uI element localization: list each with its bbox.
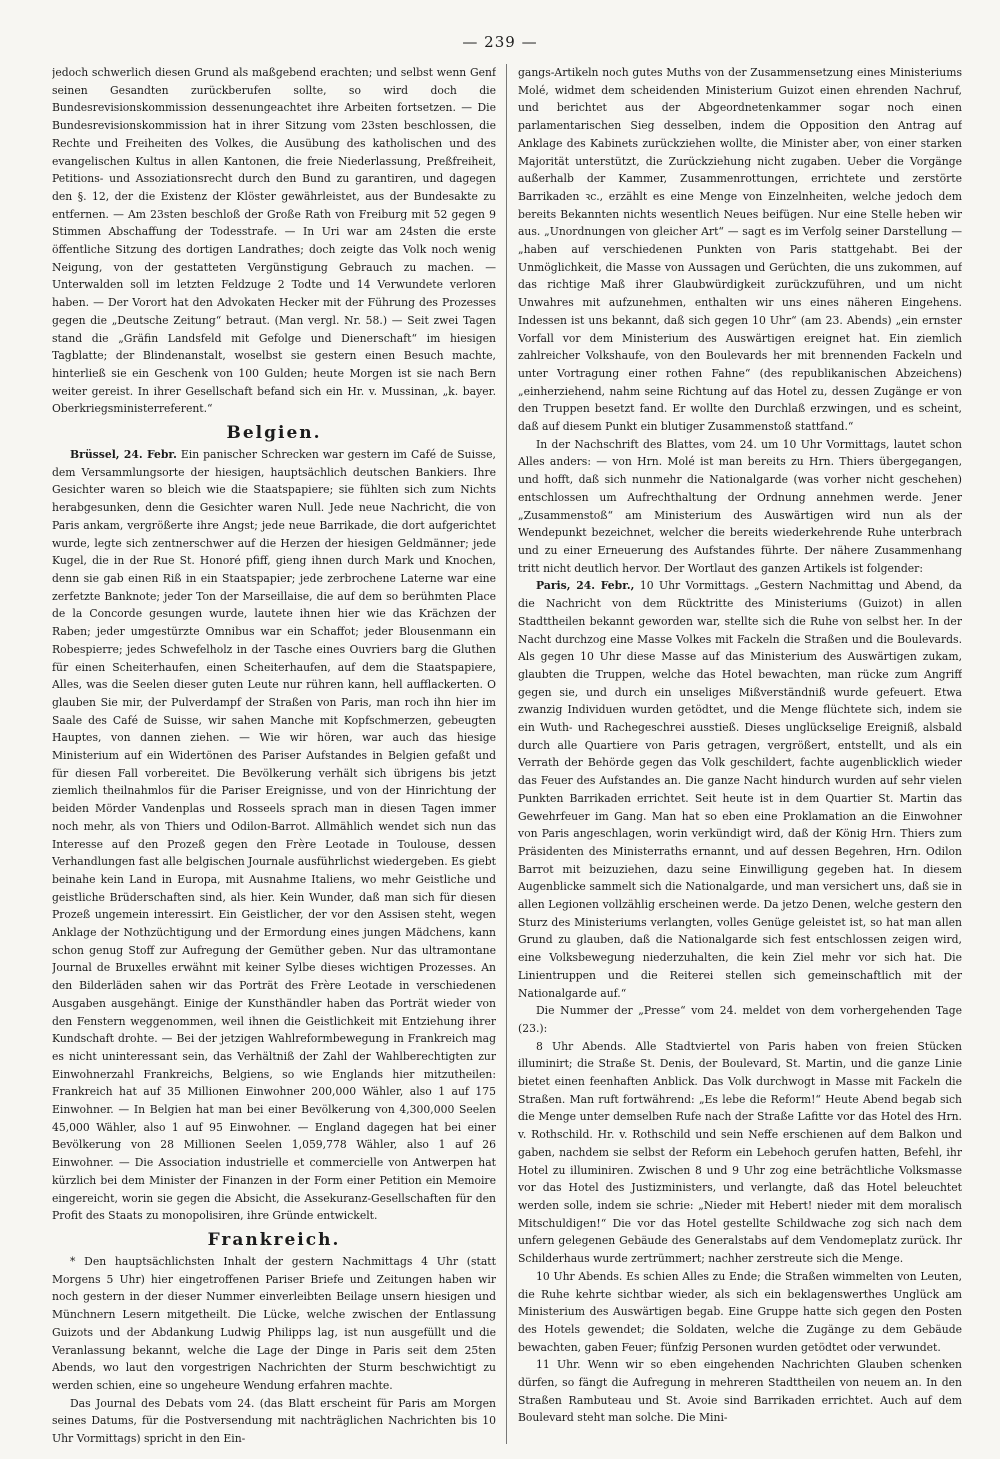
section-heading-belgien: Belgien. (226, 423, 322, 444)
right-paragraph-2: In der Nachschrift des Blattes, vom 24. um 10 Uhr Vormittags, lautet schon Alles anders: — von Hrn. Molé ist man bereits zu Hrn. Thiers übergegangen, und hofft, daß sich nunmehr die Nationalgarde (was vorher nicht geschehen) entschlossen um Aufrechthaltung der Ordnung annehmen werde. Jener „Zusammenstoß“ am Ministerium des Auswärtigen wird nun als der Wendepunkt bezeichnet, welcher die bereits wiederkehrende Ruhe unterbrach und zu einer Erneuerung des Aufstandes führte. Der nähere Zusammenhang tritt nicht deutlich hervor. Der Wortlaut des ganzen Artikels ist folgender: (518, 437, 962, 575)
right-paragraph-3 (518, 577, 962, 1002)
left-paragraph-1: jedoch schwerlich diesen Grund als maßgebend erachten; und selbst wenn Genf seinen Gesandten zurückberufen sollte, so wird doch die Bundesrevisionskommission dessenungeachtet ihre Arbeiten fortsetzen. — Die Bundesrevisionskommission hat in ihrer Sitzung vom 23sten beschlossen, die Rechte und Freiheiten des Volkes, die Ausübung des katholischen und des evangelischen Kultus in allen Kantonen, die freie Niederlassung, Preßfreiheit, Petitions- und Assoziationsrecht durch den Bund zu garantiren, und dagegen den §. 12, der die Existenz der Klöster gewährleistet, aus der Bundesakte zu entfernen. — Am 23sten beschloß der Große Rath von Freiburg mit 52 gegen 9 Stimmen Abschaffung der Todesstrafe. — In Uri war am 24sten die erste öffentliche Sitzung des dortigen Landrathes; doch zeigte das Volk noch wenig Neigung, von der gestatteten Vergünstigung Gebrauch zu machen. — Unterwalden soll im letzten Feldzuge 2 Todte und 14 Verwundete verloren haben. — Der Vorort hat den Advokaten Hecker mit der Führung des Prozesses gegen die „Deutsche Zeitung“ betraut. (Man vergl. Nr. 58.) — Seit zwei Tagen stand die „Gräfin Landsfeld mit Gefolge und Dienerschaft“ im hiesigen Tagblatte; der Blindenanstalt, woselbst sie gestern einen Besuch machte, hinterließ sie ein Geschenk von 100 Gulden; heute Morgen ist sie nach Bern weiter gereist. In ihrer Gesellschaft befand sich ein Hr. v. Mussinan, „k. bayer. Oberkriegsministerreferent.“ (52, 66, 496, 416)
right-paragraph-6: 10 Uhr Abends. Es schien Alles zu Ende; die Straßen wimmelten von Leuten, die Ruhe kehrte sichtbar wieder, als sich ein beklagenswerthes Unglück am Ministerium des Auswärtigen begab. Eine Gruppe hatte sich gegen den Posten des Hotels gewendet; die Soldaten, welche die Zugänge zu dem Gebäude bewachten, gaben Feuer; fünfzig Personen wurden getödtet oder verwundet. (518, 1269, 962, 1354)
bruessel-report-text: Ein panischer Schrecken war gestern im Café de Suisse, dem Versammlungsorte der hiesigen, hauptsächlich deutschen Bankiers. Ihre Gesichter waren so bleich wie die Staatspapiere; sie fühlten sich zum Nichts herabgesunken, denn die Gesichter waren Null. Jede neue Nachricht, die von Paris ankam, vergrößerte ihre Angst; jede neue Barrikade, die dort aufgerichtet wurde, legte sich zentnerschwer auf die Herzen der hiesigen Geldmänner; jede Kugel, die in der Rue St. Honoré pfiff, gieng ihnen durch Mark und Knochen, denn sie gab einen Riß in ein Staatspapier; jede zerbrochene Laterne war eine zerfetzte Banknote; jeder Ton der Marseillaise, die auf dem so berühmten Place de la Concorde gesungen wurde, lautete ihnen hier wie das Krächzen der Raben; jeder umgestürzte Omnibus war ein Schaffot; jeder Blousenmann ein Robespierre; jedes Schwefelholz in der Tasche eines Ouvriers barg die Gluthen für einen Scheiterhaufen, einen Scheiterhaufen, auf dem die Staatspapiere, Alles, was die Seelen dieser guten Leute nur rühren kann, hell aufflackerten. O glauben Sie mir, der Pulverdampf der Straßen von Paris, man roch ihn hier im Saale des Café de Suisse, wir sahen Manche mit Kopfschmerzen, gebeugten Hauptes, von dannen ziehen. — Wie wir hören, war auch das hiesige Ministerium auf ein Widertönen des Pariser Aufstandes in Belgien gefaßt und für diesen Fall vorbereitet. Die Bevölkerung verhält sich übrigens bis jetzt ziemlich theilnahmlos für die Pariser Ereignisse, und von der Hinrichtung der beiden Mörder Vandenplas und Rosseels sprach man in diesen Tagen immer noch mehr, als von Thiers und Odilon-Barrot. Allmählich wendet sich nun das Interesse auf den Prozeß gegen den Frère Leotade in Toulouse, dessen Verhandlungen fast alle belgischen Journale ausführlichst wiedergeben. Es giebt beinahe kein Land in Europa, mit Ausnahme Italiens, wo mehr Geistliche und geistliche Brüderschaften sind, als hier. Kein Wunder, daß man sich für diesen Prozeß ungemein interessirt. Ein Geistlicher, der vor den Assisen steht, wegen Anklage der Nothzüchtigung und der Ermordung eines jungen Mädchens, kann schon genug Stoff zur Aufregung der Gemüther geben. Nur das ultramontane Journal de Bruxelles erwähnt mit keiner Sylbe dieses wichtigen Prozesses. An den Bilderläden sahen wir das Porträt des Frère Leotade in verschiedenen Ausgaben ausgehängt. Einige der Kunsthändler haben das Porträt wieder von den Fenstern weggenommen, weil ihnen die Geistlichkeit mit Entziehung ihrer Kundschaft drohte. — Bei der jetzigen Wahlreformbewegung in Frankreich mag es nicht uninteressant sein, das Verhältniß der Zahl der Wahlberechtigten zur Einwohnerzahl Frankreichs, Belgiens, so wie Englands hier mitzutheilen: Frankreich hat auf 35 Millionen Einwohner 200,000 Wähler, also 1 auf 175 Einwohner. — In Belgien hat man bei einer Bevölkerung von 4,300,000 Seelen 45,000 Wähler, also 1 auf 95 Einwohner. — England dagegen hat bei einer Bevölkerung von 28 Millionen Seelen 1,059,778 Wähler, also 1 auf 26 Einwohner. — Die Association industrielle et commercielle von Antwerpen hat kürzlich bei dem Minister der Finanzen in der Form einer Petition ein Memoire eingereicht, worin sie gegen die Absicht, die Assekuranz-Gesellschaften für den Profit des Staats zu monopolisiren, ihre Gründe entwickelt. (52, 448, 496, 1223)
section-heading-frankreich: Frankreich. (207, 1230, 341, 1250)
left-paragraph-2 (52, 446, 496, 1225)
right-column (518, 64, 962, 1449)
right-paragraph-7: 11 Uhr. Wenn wir so eben eingehenden Nachrichten Glauben schenken dürfen, so fängt die Aufregung in mehreren Stadttheilen von neuem an. In den Straßen Rambuteau und St. Avoie sind Barrikaden errichtet. Auch auf dem Boulevard steht man solche. Die Mini- (518, 1358, 962, 1425)
text-columns (52, 64, 962, 1449)
left-paragraph-4: Das Journal des Debats vom 24. (das Blatt erscheint für Paris am Morgen seines Datums, für die Postversendung mit nachträglichen Nachrichten bis 10 Uhr Vormittags) spricht in den Ein- (52, 1396, 496, 1446)
dateline-paris: Paris, 24. Febr., (536, 579, 635, 593)
left-paragraph-3: * Den hauptsächlichsten Inhalt der gestern Nachmittags 4 Uhr (statt Morgens 5 Uhr) hier eingetroffenen Pariser Briefe und Zeitungen haben wir noch gestern in der dieser Nummer einverleibten Beilage unsern hiesigen und Münchnern Lesern mitgetheilt. Die Lücke, welche zwischen der Entlassung Guizots und der Abdankung Ludwig Philipps lag, ist nun ausgefüllt und die Veranlassung bekannt, welche die Lage der Dinge in Paris seit dem 25ten Abends, wo laut den vorgestrigen Nachrichten der Sturm beschwichtigt zu werden schien, eine so ungeheure Wendung erfahren machte. (52, 1255, 496, 1392)
dateline-bruessel: Brüssel, 24. Febr. (70, 448, 177, 462)
page-number: — 239 — (462, 33, 538, 51)
right-paragraph-4: Die Nummer der „Presse“ vom 24. meldet von dem vorhergehenden Tage (23.): (518, 1004, 962, 1035)
paris-report-text: 10 Uhr Vormittags. „Gestern Nachmittag und Abend, da die Nachricht von dem Rücktritte des Ministeriums (Guizot) in allen Stadttheilen bekannt geworden war, stellte sich die Ruhe von selbst her. In der Nacht durchzog eine Masse Volkes mit Fackeln die Straßen und die Boulevards. Als gegen 10 Uhr diese Masse auf das Ministerium des Auswärtigen zukam, glaubten die Truppen, welche das Hotel bewachten, man rücke zum Angriff gegen sie, und durch ein unseliges Mißverständniß wurde gefeuert. Etwa zwanzig Individuen wurden getödtet, und die Menge flüchtete sich, indem sie ein Wuth- und Rachegeschrei ausstieß. Dieses unglückselige Ereigniß, alsbald durch alle Quartiere von Paris getragen, vergrößert, entstellt, und als ein Verrath der Behörde gegen das Volk geschildert, fachte augenblicklich wieder das Feuer des Aufstandes an. Die ganze Nacht hindurch wurden auf sehr vielen Punkten Barrikaden errichtet. Seit heute ist in dem Quartier St. Martin das Gewehrfeuer im Gang. Man hat so eben eine Proklamation an die Einwohner von Paris angeschlagen, worin verkündigt wird, daß der König Hrn. Thiers zum Präsidenten des Ministerraths ernannt, und auf dessen Begehren, Hrn. Odilon Barrot mit beizuziehen, dazu seine Einwilligung gegeben hat. In diesem Augenblicke sammelt sich die Nationalgarde, und man versichert uns, daß sie in allen Legionen vollzählig erscheinen werde. Da jetzo Denen, welche gestern den Sturz des Ministeriums verlangten, volles Genüge geleistet ist, so hat man allen Grund zu glauben, daß die Nationalgarde sich fest entschlossen zeigen wird, eine Volksbewegung niederzuhalten, die kein Ziel mehr vor sich hat. Die Linientruppen und die Reiterei stellen sich gemeinschaftlich mit der Nationalgarde auf.“ (518, 579, 962, 1000)
right-paragraph-1: gangs-Artikeln noch gutes Muths von der Zusammensetzung eines Ministeriums Molé, widmet dem scheidenden Ministerium Guizot einen ehrenden Nachruf, und berichtet aus der Abgeordnetenkammer sogar noch einen parlamentarischen Sieg desselben, indem die Opposition den Antrag auf Anklage des Kabinets zurückziehen wollte, die Minister aber, von einer starken Majorität unterstützt, die Zurückziehung nicht zugaben. Ueber die Vorgänge außerhalb der Kammer, Zusammenrottungen, errichtete und zerstörte Barrikaden ꝛc., erzählt es eine Menge von Einzelnheiten, welche jedoch dem bereits Bekannten nichts wesentlich Neues beifügen. Nur eine Stelle heben wir aus. „Unordnungen von gleicher Art“ — sagt es im Verfolg seiner Darstellung — „haben auf verschiedenen Punkten von Paris stattgehabt. Bei der Unmöglichkeit, die Masse von Aussagen und Gerüchten, die uns zukommen, auf das richtige Maß ihrer Glaubwürdigkeit zurückzuführen, und um nicht Unwahres mit aufzunehmen, enthalten wir uns eines näheren Eingehens. Indessen ist uns bekannt, daß sich gegen 10 Uhr“ (am 23. Abends) „ein ernster Vorfall vor dem Ministerium des Auswärtigen ereignet hat. Ein ziemlich zahlreicher Volkshaufe, von den Boulevards her mit brennenden Fackeln und unter Vortragung einer rothen Fahne“ (des republikanischen Abzeichens) „einherziehend, nahm seine Richtung auf das Hotel zu, dessen Zugänge er von den Truppen besetzt fand. Er wollte den Durchlaß erzwingen, und es scheint, daß auf diesem Punkt ein blutiger Zusammenstoß stattfand.“ (518, 66, 962, 434)
right-paragraph-5: 8 Uhr Abends. Alle Stadtviertel von Paris haben von freien Stücken illuminirt; die Straße St. Denis, der Boulevard, St. Martin, und die ganze Linie bietet einen feenhaften Anblick. Das Volk durchwogt in Masse mit Fackeln die Straßen. Man ruft fortwährend: „Es lebe die Reform!“ Heute Abend begab sich die Menge unter demselben Rufe nach der Straße Lafitte vor das Hotel des Hrn. v. Rothschild. Hr. v. Rothschild und sein Neffe erschienen auf dem Balkon und gaben, nachdem sie selbst der Reform ein Lebehoch gerufen hatten, Befehl, ihr Hotel zu illuminiren. Zwischen 8 und 9 Uhr zog eine beträchtliche Volksmasse vor das Hotel des Justizministers, und verlangte, daß das Hotel beleuchtet werden solle, indem sie schrie: „Nieder mit Hebert! nieder mit dem moralisch Mitschuldigen!“ Die vor das Hotel gestellte Schildwache zog sich nach dem unfern gelegenen Gebäude des Generalstabs auf dem Vendomeplatz zurück. Ihr Schilderhaus wurde zertrümmert; nachher zerstreute sich die Menge. (518, 1039, 962, 1266)
left-column (52, 64, 496, 1449)
